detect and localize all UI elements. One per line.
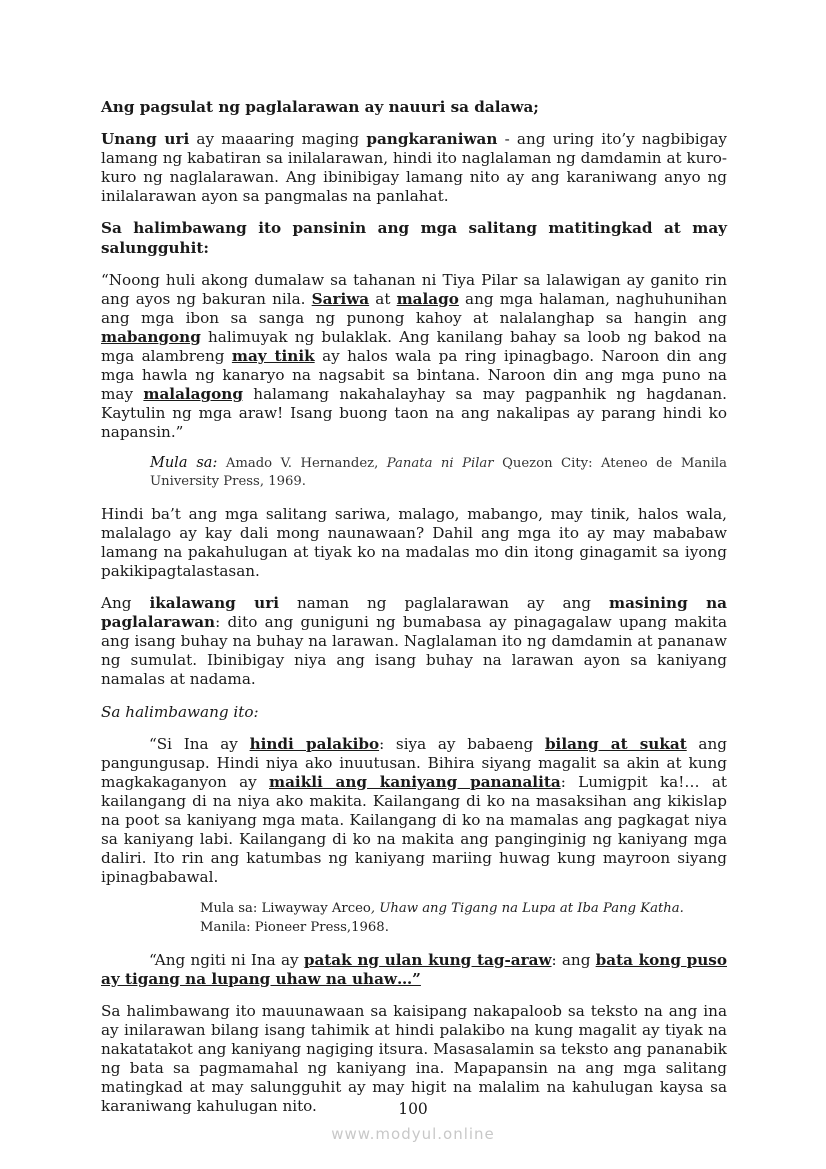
word-maikli-ang-pananalita: maikli ang kaniyang pananalita	[269, 772, 561, 791]
watermark: www.modyul.online	[331, 1125, 495, 1143]
citation-hernandez: Mula sa: Amado V. Hernandez, Panata ni Pilar Quezon City: Ateneo de Manila University Press, 1969.	[150, 454, 727, 490]
term-pangkaraniwan: pangkaraniwan	[366, 130, 498, 149]
quote-tiya-pilar: “Noong huli akong dumalaw sa tahanan ni Tiya Pilar sa lalawigan ay ganito rin ang ayos ng bakuran nila. Sariwa at malago ang mga halaman, naghuhunihan ang mga ibon sa sanga ng punong kahoy at nalalanghap sa hangin ang mabangong halimuyak ng bulaklak. Ang kanilang bahay sa loob ng bakod na mga alambreng may tinik ay halos wala pa ring ipinagbago. Naroon din ang mga hawla ng kanaryo na nagsabit sa bintana. Naroon din ang mga puno na may malalagong halamang nakahalayhay sa may pagpanhik ng hagdanan. Kaytulin ng mga araw! Isang buong taon na ang nakalipas ay parang hindi ko napansin.”	[101, 270, 727, 442]
paragraph-second-type: Ang ikalawang uri naman ng paglalarawan ay ang masining na paglalarawan: dito ang guniguni ng bumabasa ay pinagagalaw upang makita ang isang buhay na buhay na larawan. Naglalaman ito ng damdamin at pananaw ng sumulat. Ibinibigay niya ang isang buhay na larawan ayon sa kaniyang namalas at nadama.	[101, 594, 728, 689]
term-masining: masining na paglalarawan	[101, 594, 728, 632]
word-hindi-palakibo: hindi palakibo	[249, 734, 380, 753]
term-ikalawang-uri: ikalawang uri	[149, 594, 279, 613]
word-may-tinik: may tinik	[231, 347, 315, 366]
word-bilang-at-sukat: bilang at sukat	[544, 734, 687, 753]
heading-types: Ang pagsulat ng paglalarawan ay nauuri sa dalawa;	[101, 98, 539, 116]
example-label: Sa halimbawang ito:	[101, 702, 259, 721]
term-unang-uri: Unang uri	[101, 130, 190, 149]
word-malago: malago	[396, 289, 459, 308]
citation-arceo: Mula sa: Liwayway Arceo, Uhaw ang Tigang na Lupa at Iba Pang Katha. Manila: Pioneer Press,1968.	[200, 901, 684, 935]
paragraph-explanation-2: Sa halimbawang ito mauunawaan sa kaisipang nakapaloob sa teksto na ang ina ay inilarawan bilang isang tahimik at hindi palakibo na kung magalit ay tiyak na nakatatakot ang kaniyang nagiging itsura. Masasalamin sa teksto ang pananabik ng bata sa pagmamahal ng kaniyang ina. Mapapansin na ang mga salitang matingkad at may salungguhit ay may higit na malalim na kahulugan kaysa sa karaniwang kahulugan nito.	[101, 1001, 727, 1116]
quote-si-ina: “Si Ina ay hindi palakibo: siya ay babaeng bilang at sukat ang pangungusap. Hindi niya ako inuutusan. Bihira siyang magalit sa akin at kung magkakaganyon ay maikli ang kaniyang pananalita: Lumigpit ka!… at kailangang di na niya ako makita. Kailangang di ko na masaksihan ang kikislap na poot sa kaniyang mga mata. Kailangang di ko na mamalas ang pagkagat niya sa kaniyang labi. Kailangang di ko na makita ang panginginig ng kaniyang mga daliri. Ito rin ang katumbas ng kaniyang mariing huwag kung mayroon siyang ipinagbabawal.	[101, 734, 727, 887]
quote-ngiti-ni-ina: “Ang ngiti ni Ina ay patak ng ulan kung tag-araw: ang bata kong puso ay tigang na lupang uhaw na uhaw…”	[101, 950, 727, 988]
paragraph-first-type: Unang uri ay maaaring maging pangkaraniwan - ang uring ito’y nagbibigay lamang ng kabatiran sa inilalarawan, hindi ito naglalaman ng damdamin at kuro-kuro ng naglalarawan. Ang ibinibigay lamang nito ay ang karaniwang anyo ng inilalarawan ayon sa pangmalas na panlahat.	[101, 130, 728, 206]
word-mabangong: mabangong	[101, 327, 201, 346]
page-content	[101, 98, 727, 1116]
paragraph-explanation-1: Hindi ba’t ang mga salitang sariwa, malago, mabango, may tinik, halos wala, malalago ay kay dali mong naunawaan? Dahil ang mga ito ay may mababaw lamang na pakahulugan at tiyak ko na madalas mo din itong ginagamit sa iyong pakikipagtalastasan.	[101, 504, 727, 580]
phrase-patak-ng-ulan: patak ng ulan kung tag-araw	[303, 950, 552, 969]
page-number: 100	[398, 1100, 428, 1118]
heading-example-instruction: Sa halimbawang ito pansinin ang mga salitang matitingkad at may salungguhit:	[101, 219, 727, 257]
word-sariwa: Sariwa	[311, 289, 370, 308]
phrase-bata-kong-puso: bata kong puso ay tigang na lupang uhaw na uhaw…”	[101, 950, 727, 988]
word-malalagong: malalagong	[143, 385, 243, 404]
